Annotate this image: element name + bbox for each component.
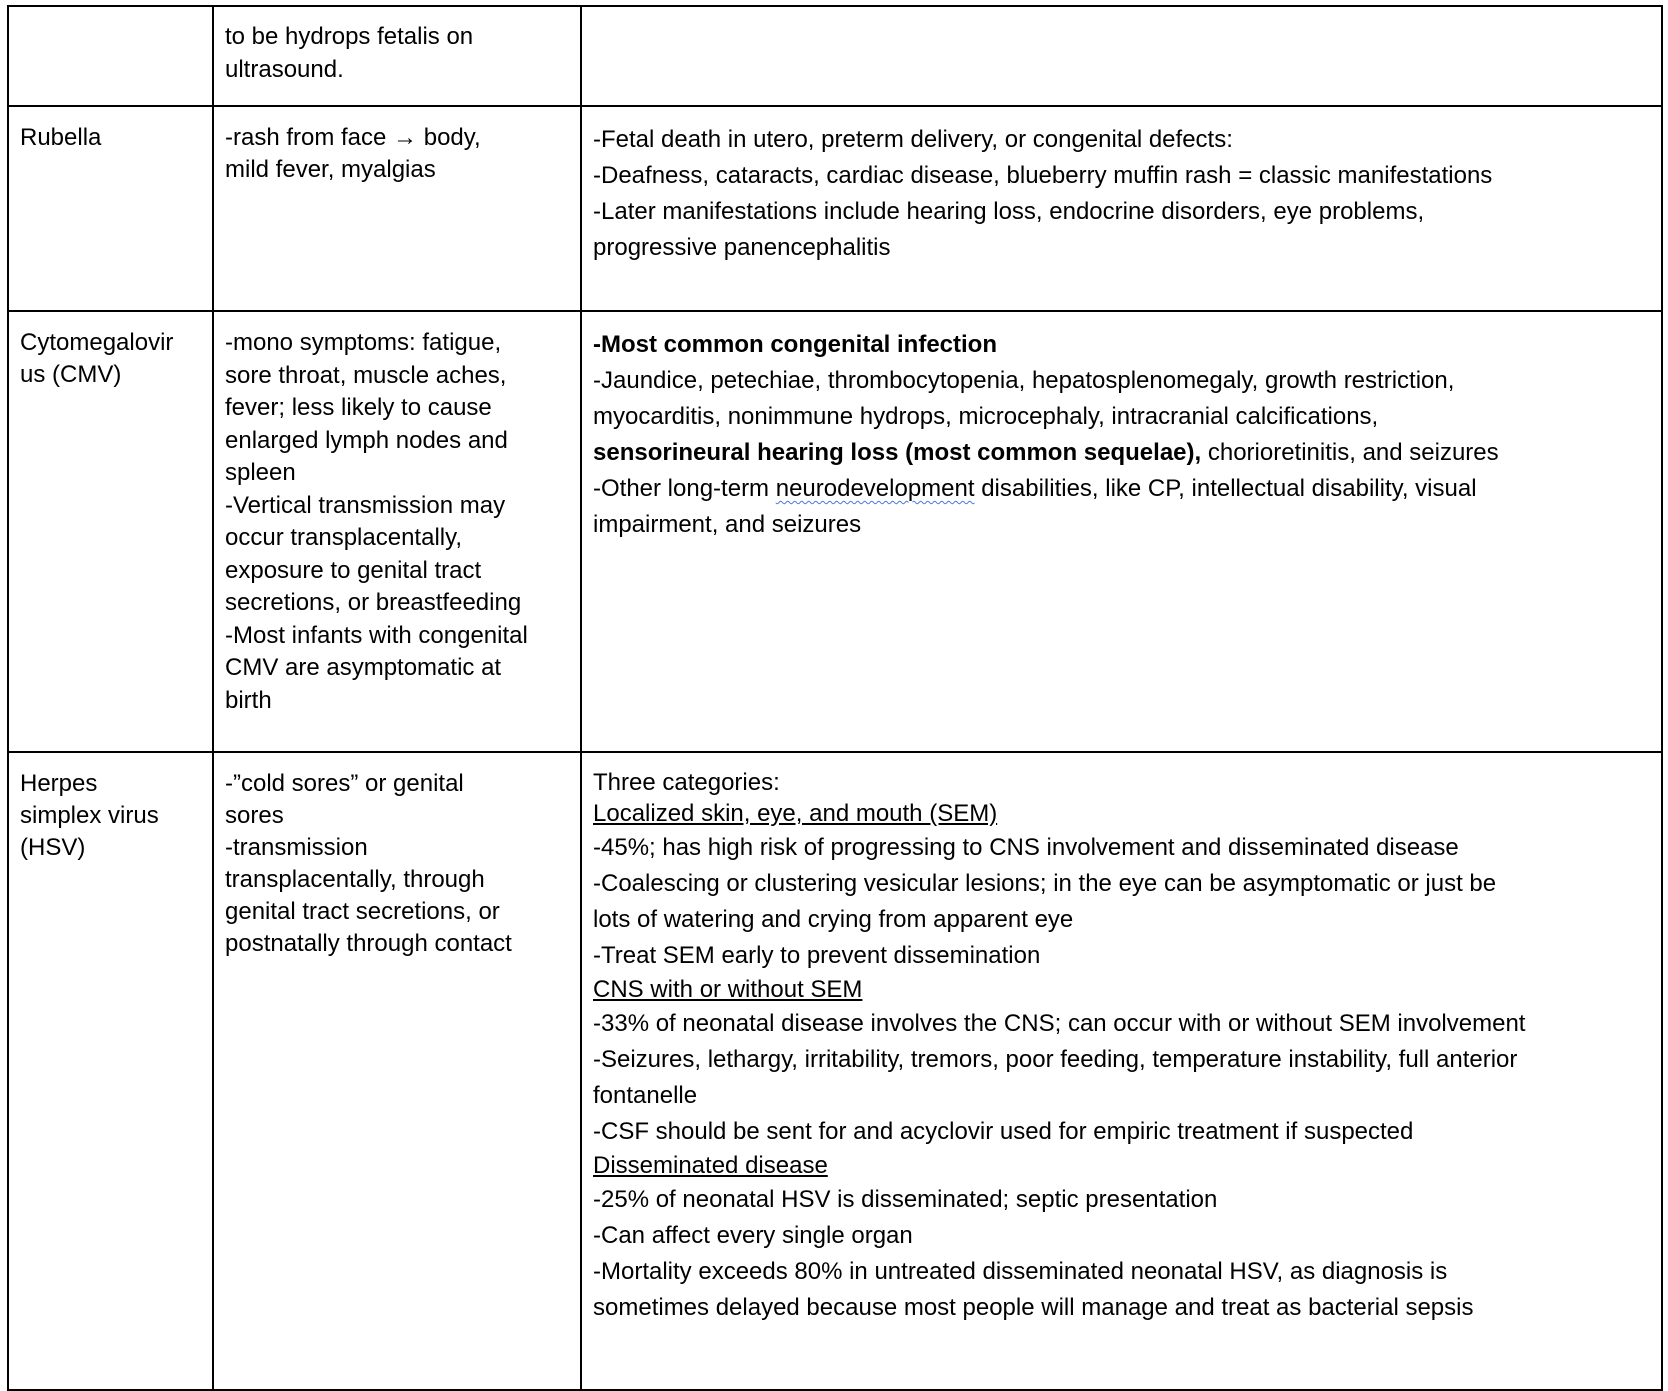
cell-fetal (581, 106, 1662, 311)
text-line: ultrasound. (225, 55, 344, 83)
text-line: exposure to genital tract (225, 556, 482, 584)
text-line: transplacentally, through (225, 866, 485, 893)
cell-infection-name (8, 6, 213, 106)
text-fragment: disabilities, like CP, intellectual disability, visual (974, 475, 1477, 502)
cell-maternal (213, 6, 581, 106)
text-line: birth (225, 686, 272, 714)
text-fragment: chorioretinitis, and seizures (1201, 439, 1499, 466)
text-line: postnatally through contact (225, 930, 512, 957)
text-line: sometimes delayed because most people will manage and treat as bacterial sepsis (593, 1294, 1474, 1321)
text-fragment: -Other long-term (593, 475, 776, 502)
text-line: -Most infants with congenital (225, 621, 528, 649)
text-line: enlarged lymph nodes and (225, 426, 508, 454)
cell-infection-name (8, 752, 213, 1390)
text-line: -Fetal death in utero, preterm delivery, or congenital defects: (593, 126, 1233, 153)
section-heading-cns: CNS with or without SEM (593, 976, 863, 1003)
text-line: -Treat SEM early to prevent dissemination (593, 942, 1041, 969)
text-line: -transmission (225, 834, 368, 861)
text-line (593, 471, 1650, 507)
spellcheck-word[interactable]: neurodevelopment (775, 475, 975, 502)
text-line: progressive panencephalitis (593, 234, 891, 261)
infections-table (7, 5, 1663, 1391)
text-line: secretions, or breastfeeding (225, 589, 522, 616)
text-line: -mono symptoms: fatigue, (225, 329, 502, 356)
infection-name: Cytomegalovir (20, 329, 174, 356)
section-heading-disseminated: Disseminated disease (593, 1152, 828, 1179)
text-line: -Mortality exceeds 80% in untreated disseminated neonatal HSV, as diagnosis is (593, 1258, 1448, 1285)
table-row (8, 6, 1662, 106)
text-line-bold: -Most common congenital infection (593, 331, 998, 358)
infection-name: Rubella (20, 124, 102, 151)
text-line: impairment, and seizures (593, 511, 862, 538)
text-line: -45%; has high risk of progressing to CNS involvement and disseminated disease (593, 834, 1459, 861)
text-line: to be hydrops fetalis on (225, 23, 474, 50)
text-line: spleen (225, 459, 296, 486)
text-line (593, 435, 1650, 471)
text-line: -CSF should be sent for and acyclovir used for empiric treatment if suspected (593, 1118, 1414, 1145)
bold-phrase: sensorineural hearing loss (most common sequelae), (593, 439, 1202, 466)
text-line: -Seizures, lethargy, irritability, tremors, poor feeding, temperature instability, full anterior (593, 1046, 1518, 1073)
table-row (8, 106, 1662, 311)
cell-maternal (213, 106, 581, 311)
infection-name: Herpes (20, 770, 98, 797)
text-line: -rash from face → body, (225, 124, 481, 151)
text-line: lots of watering and crying from apparent eye (593, 906, 1074, 933)
text-line: -Coalescing or clustering vesicular lesions; in the eye can be asymptomatic or just be (593, 870, 1497, 897)
text-line: fever; less likely to cause (225, 394, 492, 421)
infection-name: simplex virus (20, 802, 159, 829)
text-line: -Can affect every single organ (593, 1222, 913, 1249)
cell-infection-name (8, 106, 213, 311)
infection-name: (HSV) (20, 834, 86, 861)
text-line: mild fever, myalgias (225, 156, 436, 183)
text-line: -”cold sores” or genital (225, 770, 464, 797)
text-line: -25% of neonatal HSV is disseminated; septic presentation (593, 1186, 1218, 1213)
infection-name: us (CMV) (20, 361, 122, 388)
text-line: Three categories: (593, 769, 780, 796)
cell-fetal (581, 752, 1662, 1390)
text-line: -Vertical transmission may (225, 491, 506, 519)
text-line: sore throat, muscle aches, (225, 361, 507, 389)
text-line: myocarditis, nonimmune hydrops, microcephaly, intracranial calcifications, (593, 403, 1379, 430)
cell-maternal (213, 311, 581, 752)
cell-maternal (213, 752, 581, 1390)
text-line: -Deafness, cataracts, cardiac disease, blueberry muffin rash = classic manifestations (593, 162, 1493, 189)
text-line: CMV are asymptomatic at (225, 654, 502, 681)
table-row (8, 752, 1662, 1390)
text-line: sores (225, 802, 284, 829)
cell-fetal (581, 311, 1662, 752)
text-line: -Jaundice, petechiae, thrombocytopenia, hepatosplenomegaly, growth restriction, (593, 367, 1455, 394)
text-line: fontanelle (593, 1082, 698, 1109)
text-line: occur transplacentally, (225, 524, 462, 551)
table-row (8, 311, 1662, 752)
cell-fetal (581, 6, 1662, 106)
text-line: genital tract secretions, or (225, 898, 500, 925)
cell-infection-name (8, 311, 213, 752)
text-line: -33% of neonatal disease involves the CNS; can occur with or without SEM involvement (593, 1010, 1526, 1037)
text-line: -Later manifestations include hearing loss, endocrine disorders, eye problems, (593, 198, 1425, 225)
section-heading-sem: Localized skin, eye, and mouth (SEM) (593, 800, 998, 827)
